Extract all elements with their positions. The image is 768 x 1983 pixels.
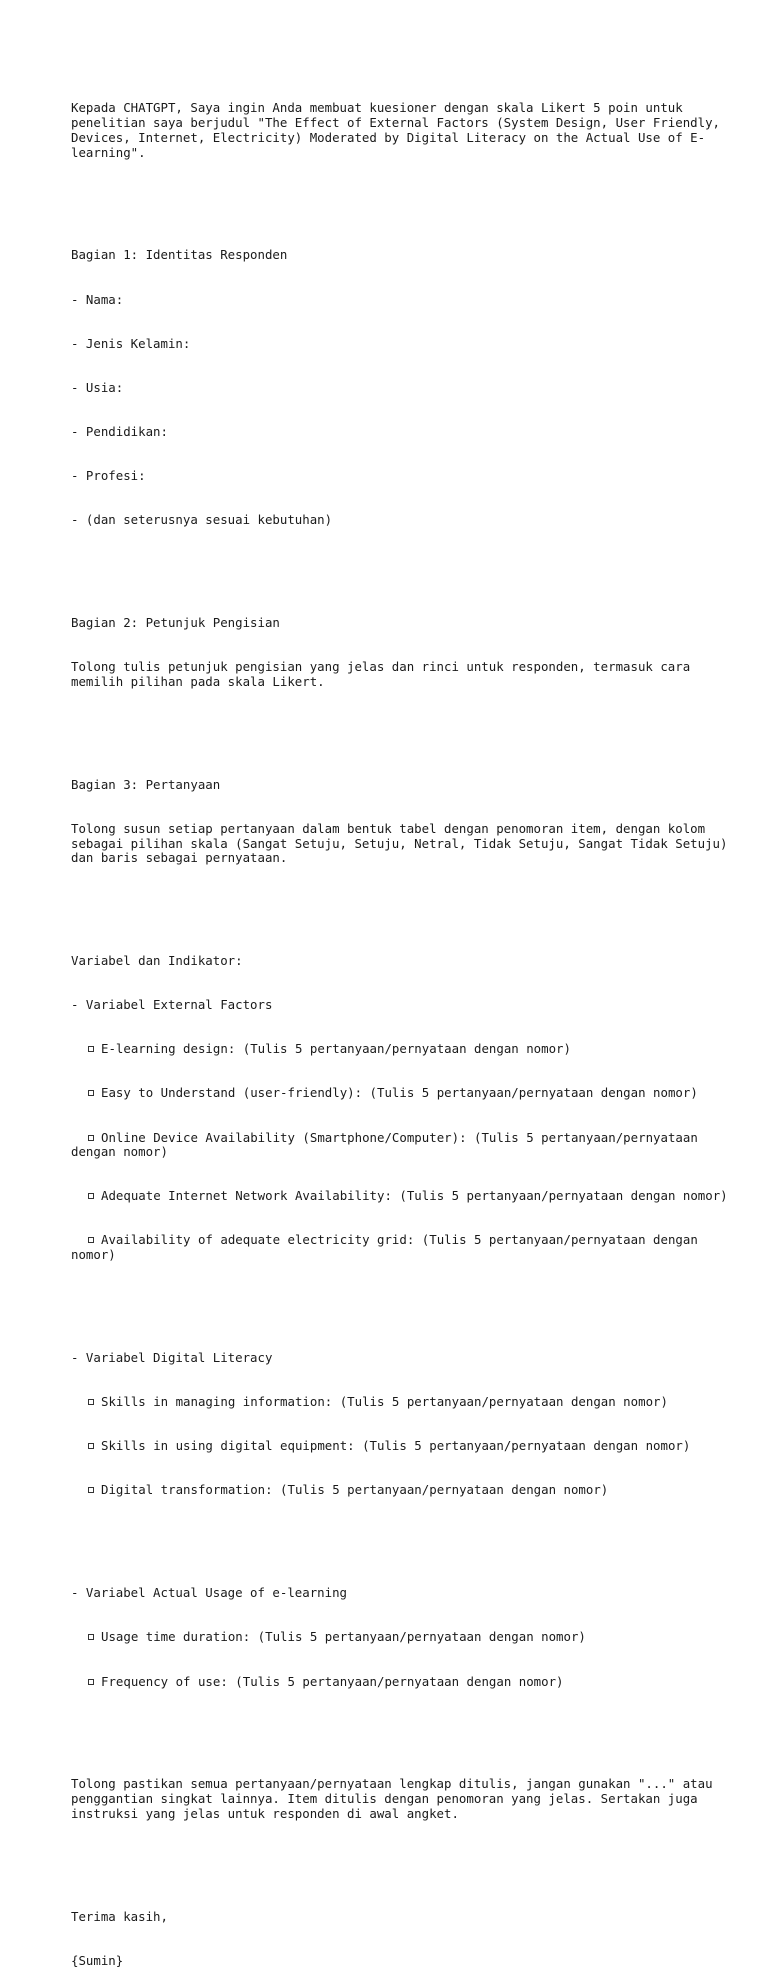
- indicator-item: Skills in using digital equipment: (Tulis 5 pertanyaan/pernyataan dengan nomor): [71, 1439, 731, 1454]
- document-body: [71, 72, 735, 1983]
- section-1-item: - Nama:: [71, 291, 124, 307]
- signature: {Sumin}: [71, 1952, 124, 1968]
- indicator-item: Online Device Availability (Smartphone/Computer): (Tulis 5 pertanyaan/pernyataan dengan nomor): [71, 1129, 706, 1160]
- bullet-square-icon: [88, 1046, 94, 1052]
- section-1-item: - Profesi:: [71, 467, 146, 483]
- bullet-square-icon: [88, 1399, 94, 1405]
- section-3-title: Bagian 3: Pertanyaan: [71, 776, 221, 792]
- indicator-item: Availability of adequate electricity grid: (Tulis 5 pertanyaan/pernyataan dengan nomor): [71, 1232, 706, 1263]
- actual-usage-title: - Variabel Actual Usage of e-learning: [71, 1585, 348, 1601]
- section-1-item: - Pendidikan:: [71, 423, 168, 439]
- indicator-item: Usage time duration: (Tulis 5 pertanyaan/pernyataan dengan nomor): [71, 1630, 731, 1645]
- bullet-square-icon: [88, 1634, 94, 1640]
- thanks-line: Terima kasih,: [71, 1908, 168, 1924]
- indicator-item: Easy to Understand (user-friendly): (Tulis 5 pertanyaan/pernyataan dengan nomor): [71, 1086, 731, 1101]
- section-2-title: Bagian 2: Petunjuk Pengisian: [71, 614, 280, 630]
- bullet-square-icon: [88, 1487, 94, 1493]
- bullet-square-icon: [88, 1090, 94, 1096]
- variables-title: Variabel dan Indikator:: [71, 953, 243, 969]
- section-3-body: Tolong susun setiap pertanyaan dalam bentuk tabel dengan penomoran item, dengan kolom sebagai pilihan skala (Sangat Setuju, Setuju, Netral, Tidak Setuju, Sangat Tidak Setuju) dan baris sebagai pernyataan.: [71, 820, 735, 866]
- indicator-item: Frequency of use: (Tulis 5 pertanyaan/pernyataan dengan nomor): [71, 1675, 731, 1690]
- intro-paragraph: Kepada CHATGPT, Saya ingin Anda membuat kuesioner dengan skala Likert 5 poin untuk penelitian saya berjudul "The Effect of External Factors (System Design, User Friendly, Devices, Internet, Electricity) Moderated by Digital Literacy on the Actual Use of E-learning".: [71, 100, 728, 160]
- bullet-square-icon: [88, 1193, 94, 1199]
- digital-literacy-title: - Variabel Digital Literacy: [71, 1350, 273, 1366]
- section-1-item: - Jenis Kelamin:: [71, 335, 191, 351]
- indicator-item: Skills in managing information: (Tulis 5 pertanyaan/pernyataan dengan nomor): [71, 1395, 731, 1410]
- closing-paragraph: Tolong pastikan semua pertanyaan/pernyataan lengkap ditulis, jangan gunakan "..." atau penggantian singkat lainnya. Item ditulis dengan penomoran yang jelas. Sertakan juga instruksi yang jelas untuk responden di awal angket.: [71, 1776, 721, 1821]
- external-factors-title: - Variabel External Factors: [71, 997, 273, 1013]
- section-1-item: - Usia:: [71, 379, 124, 395]
- section-1-item: - (dan seterusnya sesuai kebutuhan): [71, 512, 333, 528]
- indicator-item: E-learning design: (Tulis 5 pertanyaan/pernyataan dengan nomor): [71, 1042, 731, 1057]
- indicator-item: Adequate Internet Network Availability: (Tulis 5 pertanyaan/pernyataan dengan nomor): [71, 1189, 731, 1204]
- indicator-item: Digital transformation: (Tulis 5 pertanyaan/pernyataan dengan nomor): [71, 1483, 731, 1498]
- bullet-square-icon: [88, 1135, 94, 1141]
- bullet-square-icon: [88, 1679, 94, 1685]
- section-2-body: Tolong tulis petunjuk pengisian yang jelas dan rinci untuk responden, termasuk cara memilih pilihan pada skala Likert.: [71, 659, 698, 689]
- bullet-square-icon: [88, 1237, 94, 1243]
- section-1-title: Bagian 1: Identitas Responden: [71, 247, 288, 263]
- bullet-square-icon: [88, 1443, 94, 1449]
